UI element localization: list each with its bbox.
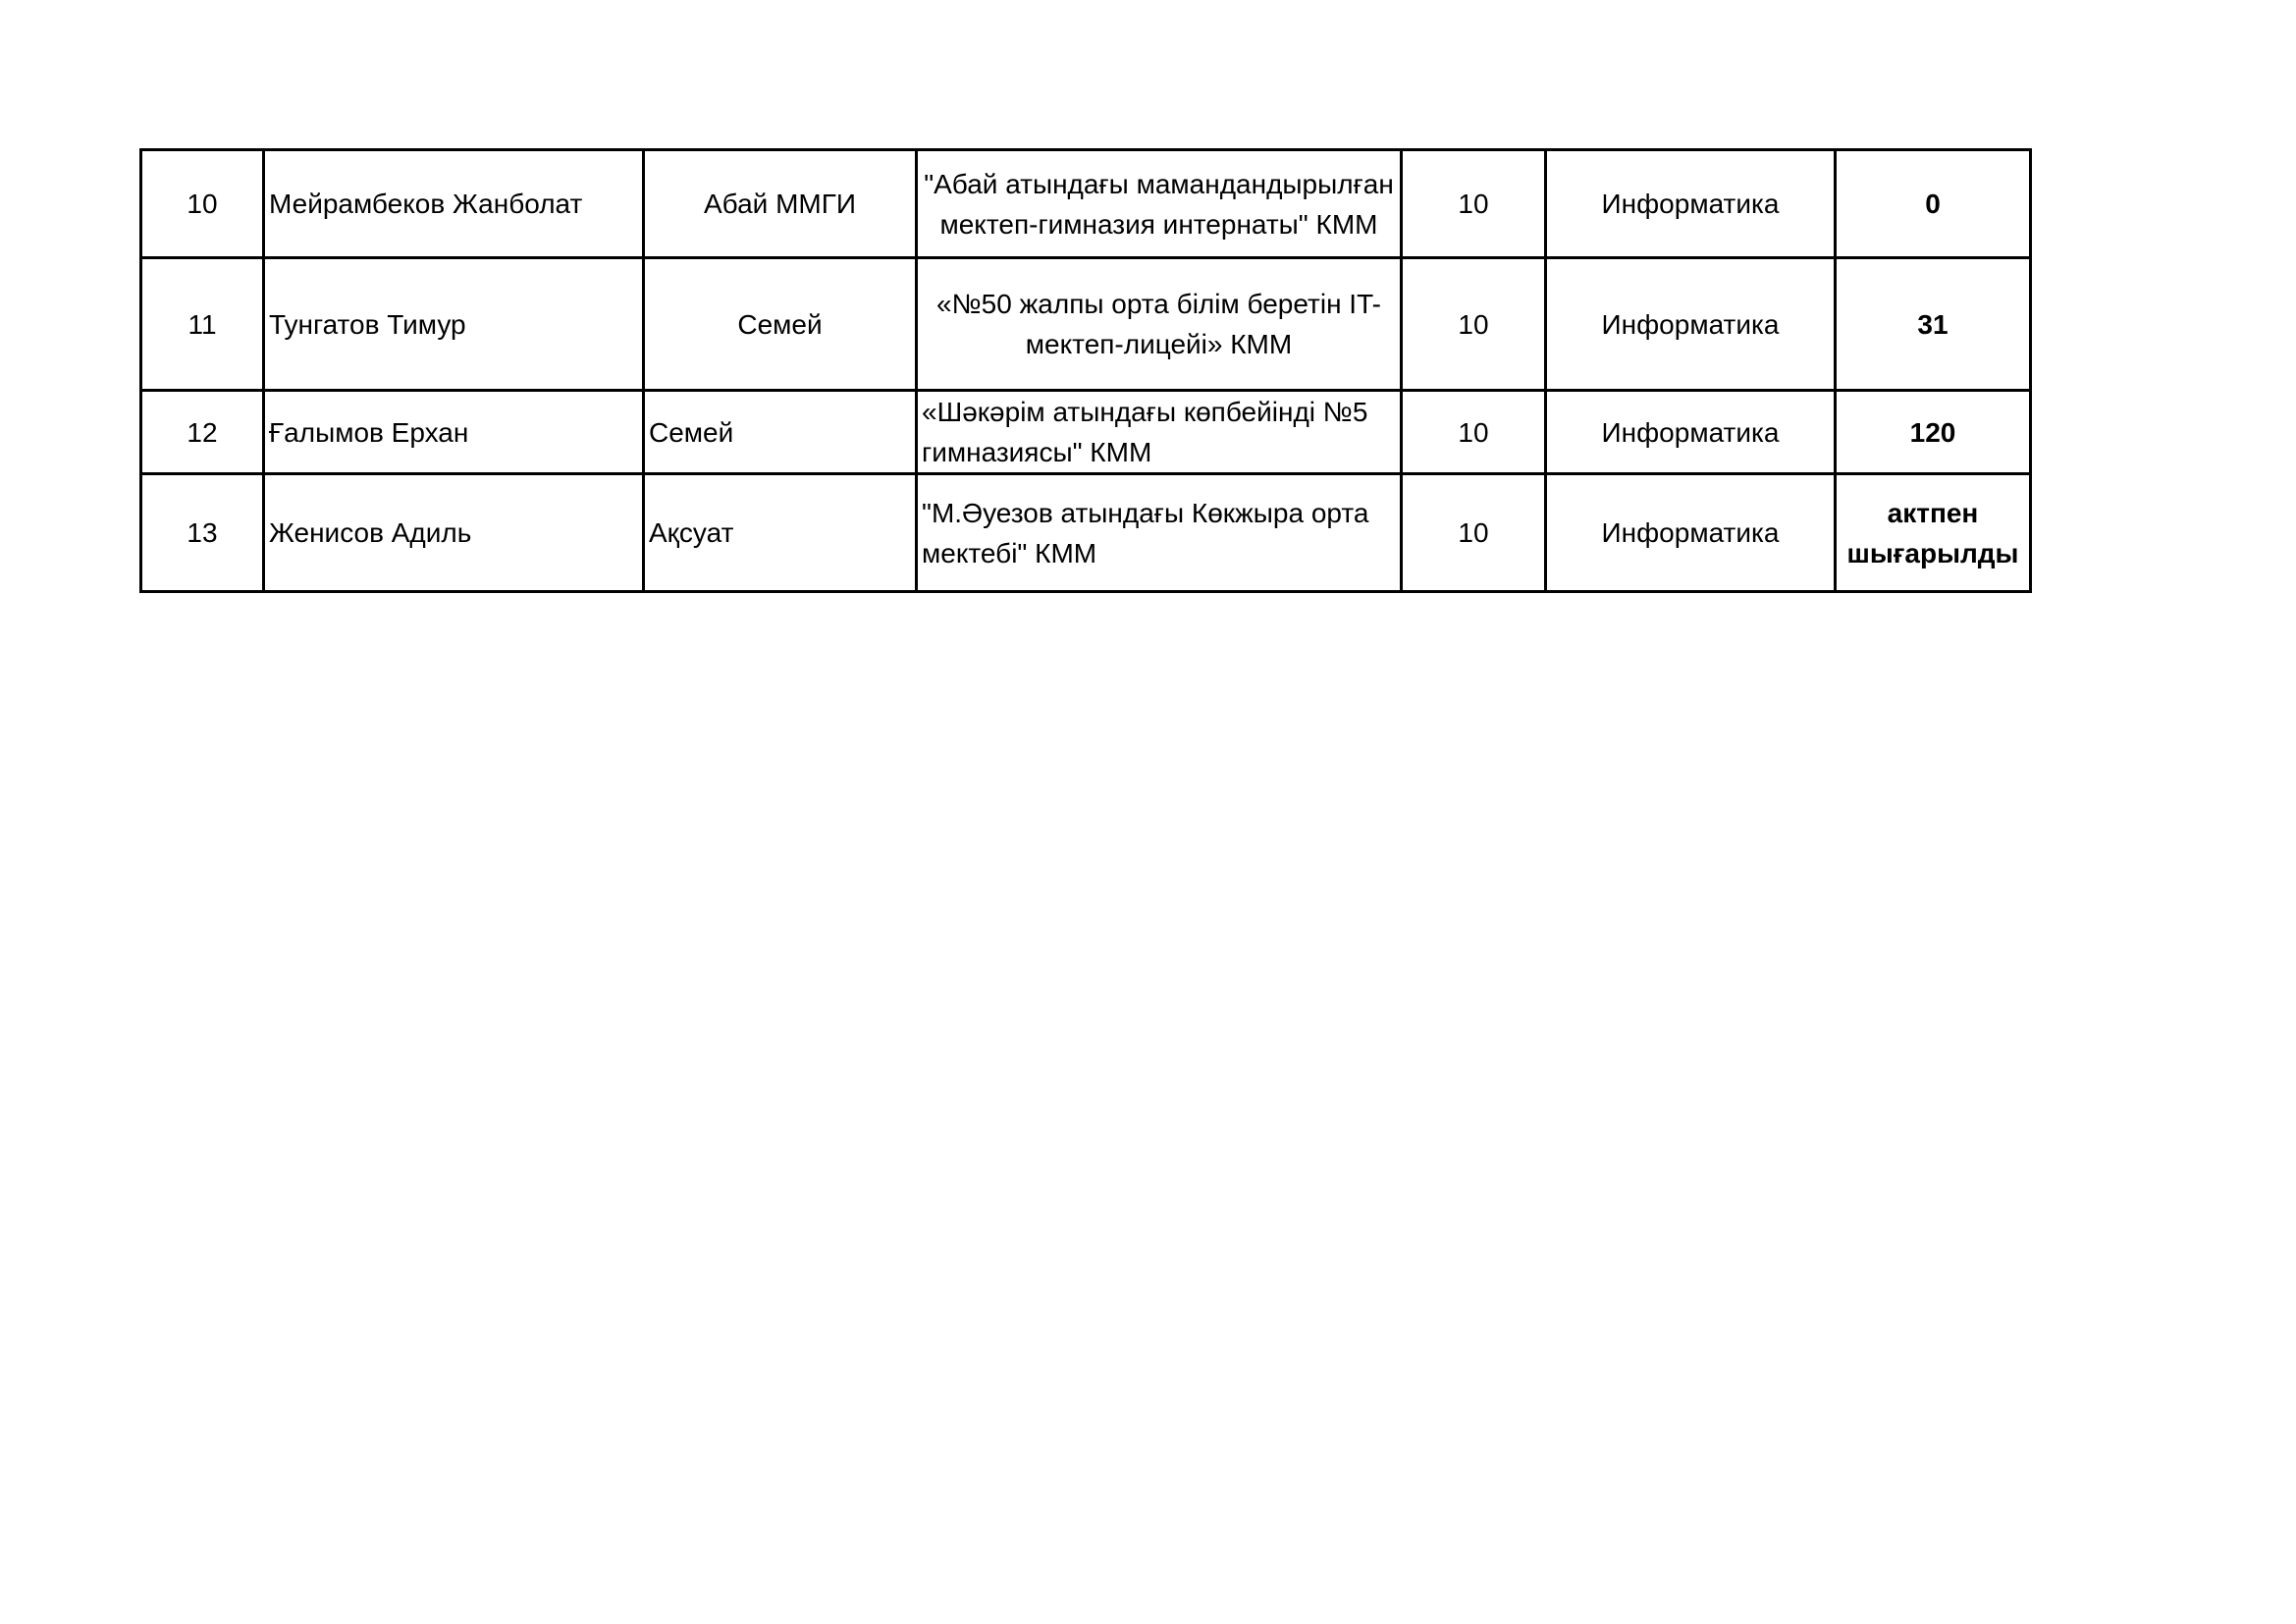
- row-number-cell: 11: [141, 258, 264, 391]
- subject-cell: Информатика: [1546, 474, 1836, 592]
- row-number-cell: 12: [141, 391, 264, 474]
- score-cell: 0: [1836, 150, 2031, 258]
- student-name-cell: Тунгатов Тимур: [264, 258, 644, 391]
- district-cell: Ақсуат: [644, 474, 917, 592]
- grade-cell: 10: [1402, 391, 1546, 474]
- table-row: [141, 258, 2031, 391]
- school-cell: «№50 жалпы орта білім беретін IT-мектеп-лицейі» КММ: [917, 258, 1402, 391]
- score-cell: 31: [1836, 258, 2031, 391]
- score-cell: актпен шығарылды: [1836, 474, 2031, 592]
- subject-cell: Информатика: [1546, 150, 1836, 258]
- score-cell: 120: [1836, 391, 2031, 474]
- row-number-cell: 10: [141, 150, 264, 258]
- school-cell: "Абай атындағы мамандандырылған мектеп-гимназия интернаты" КММ: [917, 150, 1402, 258]
- school-cell: "М.Әуезов атындағы Көкжыра орта мектебі" КММ: [917, 474, 1402, 592]
- district-cell: Семей: [644, 391, 917, 474]
- row-number-cell: 13: [141, 474, 264, 592]
- subject-cell: Информатика: [1546, 391, 1836, 474]
- student-name-cell: Женисов Адиль: [264, 474, 644, 592]
- district-cell: Семей: [644, 258, 917, 391]
- grade-cell: 10: [1402, 258, 1546, 391]
- subject-cell: Информатика: [1546, 258, 1836, 391]
- grade-cell: 10: [1402, 150, 1546, 258]
- district-cell: Абай ММГИ: [644, 150, 917, 258]
- school-cell: «Шәкәрім атындағы көпбейінді №5 гимназиясы" КММ: [917, 391, 1402, 474]
- grade-cell: 10: [1402, 474, 1546, 592]
- student-name-cell: Ғалымов Ерхан: [264, 391, 644, 474]
- table-row: [141, 474, 2031, 592]
- table-row: [141, 391, 2031, 474]
- results-table: [139, 148, 2032, 593]
- student-name-cell: Мейрамбеков Жанболат: [264, 150, 644, 258]
- table-row: [141, 150, 2031, 258]
